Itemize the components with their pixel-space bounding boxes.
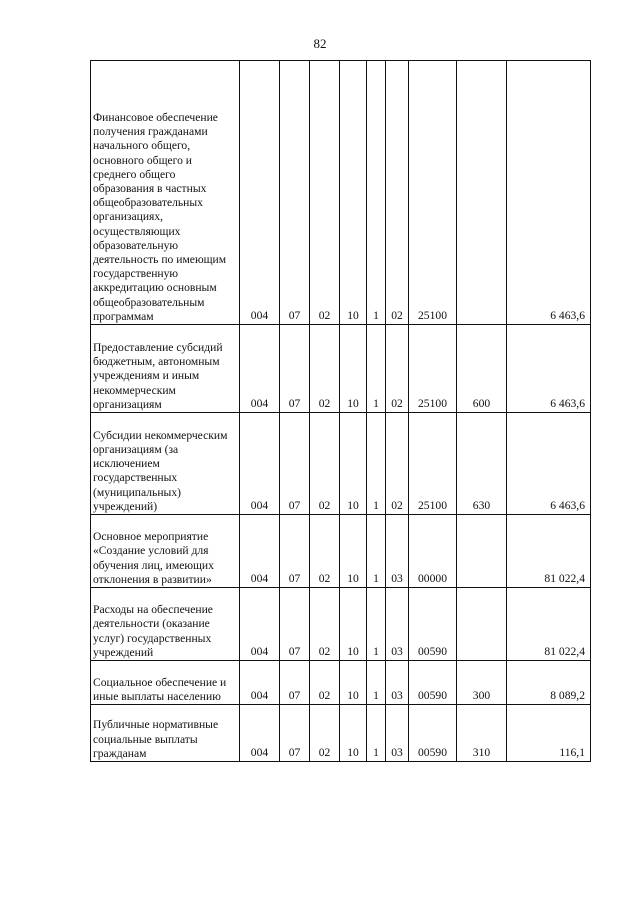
cell-direction: 00590 <box>409 661 457 705</box>
footer-mark: · <box>629 879 630 883</box>
cell-amount: 116,1 <box>507 705 591 762</box>
cell-program: 10 <box>340 61 367 325</box>
cell-program: 10 <box>340 413 367 515</box>
cell-direction: 00000 <box>409 515 457 588</box>
cell-expense-type: 600 <box>457 325 507 413</box>
cell-event: 03 <box>386 705 409 762</box>
cell-name: Предоставление субсидий бюджетным, автономным учреждениям и иным некоммерческим организациям <box>91 325 240 413</box>
table-row <box>91 325 591 413</box>
cell-ministry: 004 <box>240 325 280 413</box>
cell-amount: 6 463,6 <box>507 325 591 413</box>
cell-ministry: 004 <box>240 705 280 762</box>
table-row <box>91 413 591 515</box>
cell-subsection: 02 <box>310 413 340 515</box>
table-row <box>91 515 591 588</box>
cell-subprogram: 1 <box>367 325 386 413</box>
page-number: 82 <box>313 36 327 51</box>
table-row <box>91 588 591 661</box>
cell-subprogram: 1 <box>367 588 386 661</box>
cell-event: 02 <box>386 325 409 413</box>
cell-expense-type <box>457 61 507 325</box>
table-row <box>91 661 591 705</box>
cell-amount: 81 022,4 <box>507 588 591 661</box>
cell-expense-type: 630 <box>457 413 507 515</box>
cell-event: 02 <box>386 413 409 515</box>
cell-event: 03 <box>386 661 409 705</box>
cell-subprogram: 1 <box>367 515 386 588</box>
cell-amount: 81 022,4 <box>507 515 591 588</box>
cell-amount: 8 089,2 <box>507 661 591 705</box>
cell-ministry: 004 <box>240 61 280 325</box>
cell-subsection: 02 <box>310 661 340 705</box>
cell-name: Субсидии некоммерческим организациям (за исключением государственных (муниципальных) учреждений) <box>91 413 240 515</box>
cell-program: 10 <box>340 325 367 413</box>
cell-expense-type <box>457 515 507 588</box>
cell-name: Социальное обеспечение и иные выплаты населению <box>91 661 240 705</box>
cell-direction: 25100 <box>409 413 457 515</box>
cell-expense-type: 300 <box>457 661 507 705</box>
cell-direction: 00590 <box>409 588 457 661</box>
cell-section: 07 <box>280 515 310 588</box>
cell-event: 03 <box>386 515 409 588</box>
cell-name: Публичные нормативные социальные выплаты гражданам <box>91 705 240 762</box>
cell-program: 10 <box>340 661 367 705</box>
cell-section: 07 <box>280 413 310 515</box>
table-row <box>91 61 591 325</box>
cell-subsection: 02 <box>310 588 340 661</box>
cell-amount: 6 463,6 <box>507 61 591 325</box>
cell-program: 10 <box>340 588 367 661</box>
cell-subprogram: 1 <box>367 61 386 325</box>
table-body <box>91 61 591 762</box>
cell-section: 07 <box>280 588 310 661</box>
cell-subprogram: 1 <box>367 661 386 705</box>
cell-amount: 6 463,6 <box>507 413 591 515</box>
cell-section: 07 <box>280 325 310 413</box>
cell-direction: 00590 <box>409 705 457 762</box>
cell-expense-type: 310 <box>457 705 507 762</box>
cell-subsection: 02 <box>310 325 340 413</box>
cell-subprogram: 1 <box>367 413 386 515</box>
cell-section: 07 <box>280 705 310 762</box>
cell-program: 10 <box>340 515 367 588</box>
cell-ministry: 004 <box>240 661 280 705</box>
cell-event: 02 <box>386 61 409 325</box>
cell-name: Финансовое обеспечение получения гражданами начального общего, основного общего и среднего общего образования в частных общеобразовательных организациях, осуществляющих образовательную деятельность по имеющим государственную аккредитацию основным общеобразовательным программам <box>91 61 240 325</box>
cell-subsection: 02 <box>310 61 340 325</box>
cell-direction: 25100 <box>409 325 457 413</box>
cell-direction: 25100 <box>409 61 457 325</box>
cell-name: Основное мероприятие «Создание условий для обучения лиц, имеющих отклонения в развитии» <box>91 515 240 588</box>
cell-program: 10 <box>340 705 367 762</box>
cell-ministry: 004 <box>240 588 280 661</box>
cell-name: Расходы на обеспечение деятельности (оказание услуг) государственных учреждений <box>91 588 240 661</box>
cell-expense-type <box>457 588 507 661</box>
table-row <box>91 705 591 762</box>
cell-section: 07 <box>280 661 310 705</box>
cell-event: 03 <box>386 588 409 661</box>
budget-table <box>90 60 591 762</box>
cell-ministry: 004 <box>240 515 280 588</box>
cell-subprogram: 1 <box>367 705 386 762</box>
cell-subsection: 02 <box>310 515 340 588</box>
cell-subsection: 02 <box>310 705 340 762</box>
cell-section: 07 <box>280 61 310 325</box>
cell-ministry: 004 <box>240 413 280 515</box>
